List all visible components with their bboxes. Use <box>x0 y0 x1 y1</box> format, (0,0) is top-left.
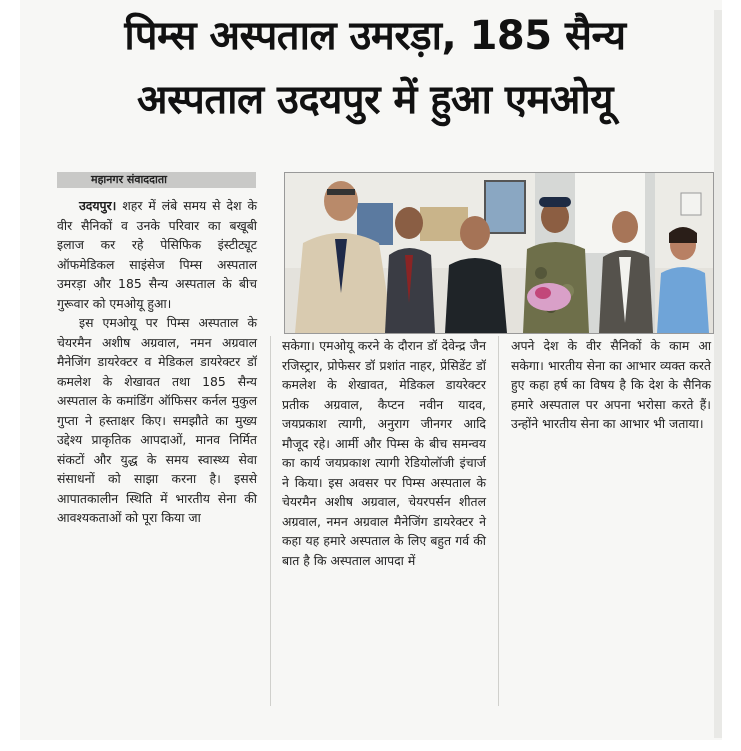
article-paragraph-3: सकेगा। एमओयू करने के दौरान डॉ देवेन्द्र जैन रजिस्ट्रार, प्रोफेसर डॉ प्रशांत नाहर, प्रेसिडेंट डॉ कमलेश के शेखावत, मेडिकल डायरेक्टर प्रतीक अग्रवाल, कैप्टन नवीन यादव, जयप्रकाश त्यागी, अनुराग जीनगर आदि मौजूद रहे। आर्मी और पिम्स के बीच समन्वय का कार्य जयप्रकाश त्यागी रेडियोलॉजी इंचार्ज ने किया। इस अवसर पर पिम्स अस्पताल के चेयरमैन अशीष अग्रवाल, चेयरपर्सन शीतल अग्रवाल, नमन अग्रवाल मैनेजिंग डायरेक्टर ने कहा यह हमारे अस्पताल के लिए बहुत गर्व की बात है कि अस्पताल आपदा में <box>282 338 486 568</box>
article-paragraph-2: इस एमओयू पर पिम्स अस्पताल के चेयरमैन अशीष अग्रवाल, नमन अग्रवाल मैनेजिंग डायरेक्टर व मेडिकल डायरेक्टर डॉ कमलेश के शेखावत तथा 185 सैन्य अस्पताल के कमांडिंग ऑफिसर कर्नल मुकुल गुप्ता ने हस्ताक्षर किए। समझौते का मुख्य उद्देश्य प्राकृतिक आपदाओं, मानव निर्मित संकटों और युद्ध के समय स्वास्थ्य सेवा संसाधनों को साझा करना है। इससे आपातकालीन स्थिति में भारतीय सेना की आवश्यकताओं को पूरा किया जा <box>57 315 257 525</box>
byline: महानगर संवाददाता <box>57 172 256 188</box>
dateline: उदयपुर। <box>79 198 117 213</box>
article-paragraph-4: अपने देश के वीर सैनिकों के काम आ सकेगा। भारतीय सेना का आभार व्यक्त करते हुए कहा हर्ष का विषय है कि देश के सैनिक हमारे अस्पताल पर अपना भरोसा करते हैं। उन्होंने भारतीय सेना का आभार भी जताया। <box>511 338 711 431</box>
article-column-2 <box>282 336 486 570</box>
headline <box>40 4 710 132</box>
headline-line-1: पिम्स अस्पताल उमरड़ा, 185 सैन्य <box>124 13 626 59</box>
clipping-edge <box>714 10 722 738</box>
paragraph-1-text: शहर में लंबे समय से देश के वीर सैनिकों व उनके परिवार का बखूबी इलाज कर रहे पेसिफिक इंस्टीट्यूट ऑफमेडिकल साइंसेज पिम्स अस्पताल उमरड़ा और 185 सैन्य अस्पताल के बीच गुरूवार को एमओयू हुआ। <box>57 198 257 311</box>
event-photo-illustration <box>285 173 713 333</box>
column-divider <box>270 336 271 706</box>
headline-line-2: अस्पताल उदयपुर में हुआ एमओयू <box>137 77 613 123</box>
article-column-1 <box>57 196 257 528</box>
article-paragraph-1 <box>57 196 257 313</box>
event-photo <box>284 172 714 334</box>
article-column-3 <box>511 336 711 434</box>
column-divider <box>498 336 499 706</box>
